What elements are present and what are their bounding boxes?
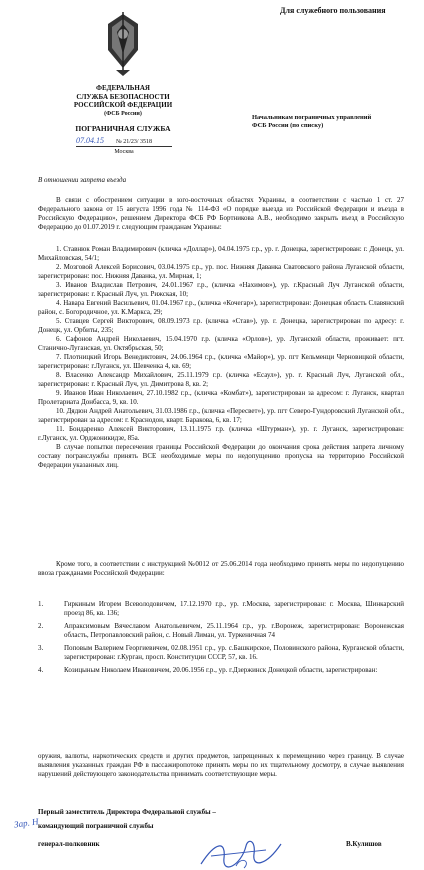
addressee <box>252 114 417 130</box>
subject: В отношении запрета въезда <box>38 176 127 184</box>
instruction-paragraph: Кроме того, в соответствии с инструкцией №0012 от 25.06.2014 года необходимо принять меры по недопущению ввоза гражданами Российской Федерации: <box>38 560 404 577</box>
org-line: ФЕДЕРАЛЬНАЯ <box>95 84 150 92</box>
list-item: 9. Иванов Иван Николаевич, 27.10.1982 г.р., (кличка «Комбат»), зарегистрирован за адресом: г. Луганск, квартал Пролетариата Донбасса, 9, кв. 10. <box>38 389 404 406</box>
list-item: 4. Навара Евгений Васильевич, 01.04.1967 г.р., (кличка «Кочегар»), зарегистрирован: Донецкая область Славянский район, с. Богородичное, ул. К.Маркса, 29; <box>38 299 404 316</box>
signer-position-line1: Первый заместитель Директора Федеральной службы – <box>38 808 216 816</box>
list-number: 2. <box>38 622 44 630</box>
list-text: Козицыным Николаем Ивановичем, 20.06.1956 г.р., ур. г.Дзержинск Донецкой области, зарегистрирован: <box>64 666 378 674</box>
classification-mark: Для служебного пользования <box>280 6 386 15</box>
citizens-list <box>38 600 404 675</box>
list-item: 3. Иванов Владислав Петрович, 24.01.1967 г.р., (кличка «Нахимов»), ур. г.Красный Луч Луганской области, зарегистрирован: г. Красный Луч, ул. Рижская, 10; <box>38 281 404 298</box>
list-item: 2. Мозговой Алексей Борисович, 03.04.1975 г.р., ур. пос. Нижняя Даванка Сватовского района Луганской области, зарегистрирован: пос. Нижняя Даванка, ул. Мирная, 1; <box>38 263 404 280</box>
city: Москва <box>114 149 134 155</box>
org-line: СЛУЖБА БЕЗОПАСНОСТИ <box>76 92 170 101</box>
list-item <box>38 644 404 662</box>
addressee-line: ФСБ России (по списку) <box>252 122 324 129</box>
org-line: (ФСБ России) <box>104 110 142 117</box>
attempt-paragraph: В случае попытки пересечения границы Российской Федерации до окончания срока действия запрета личному составу погранслужбы принять ВСЕ необходимые меры по недопущению пропуска на территорию Российской Федерации указанных лиц. <box>38 443 404 469</box>
list-number: 3. <box>38 644 44 652</box>
list-text: Поповым Валерием Георгиевичем, 02.08.1951 г.р., ур. с.Башкирское, Половинского района, Курганской области, зарегистрирован: г.Курган, просп. Конституции СССР, 57, кв. 16. <box>64 644 404 661</box>
signer-position-line2: командующий пограничной службы <box>38 822 154 830</box>
service-name: ПОГРАНИЧНАЯ СЛУЖБА <box>75 124 171 133</box>
list-item <box>38 666 404 675</box>
persons-list <box>38 245 404 470</box>
signer-name: В.Кулишов <box>346 840 382 848</box>
list-item: 6. Сафонов Андрей Николаевич, 15.04.1970 г.р. (кличка «Орлов»), ур. Луганской области, проживает: пгт. Станично-Луганская, ул. Октябрьская, 50; <box>38 335 404 352</box>
list-item: 11. Бондаренко Алексей Викторович, 13.11.1975 г.р. (кличка «Штурман»), ур. г. Луганск, зарегистрирован: г.Луганск, ул. Орджоникидзе, 85а. <box>38 425 404 442</box>
list-number: 4. <box>38 666 44 674</box>
items-paragraph: оружия, валюты, наркотических средств и других предметов, запрещенных к перемещению через границу. В случае выявления указанных граждан РФ в пассажиропотоке принять меры по их тщательному досмотру, в случае выявления нарушений действующего законодательства принимать соответствующие меры. <box>38 752 404 778</box>
signature-icon <box>196 836 286 870</box>
org-line: РОССИЙСКОЙ ФЕДЕРАЦИИ <box>73 101 173 109</box>
ref-number: № 21/23/ 3518 <box>116 139 153 145</box>
org-header <box>48 84 198 118</box>
list-item: 7. Плотницкий Игорь Венедиктович, 24.06.1964 г.р., (кличка «Майор»), ур. пгт Кельменци Черновицкой области, зарегистрирован: г.Луганск, ул. Шевченка 4, кв. 69; <box>38 353 404 370</box>
list-item: 10. Дядюн Андрей Анатольевич, 31.03.1986 г.р., (кличка «Пересвет»), ур. пгт Северо-Гундоровский Луганской обл., зарегистрирован за адресом: г. Краснодон, кварт. Баракова, 6, кв. 17; <box>38 407 404 424</box>
list-item: 5. Ставцев Сергей Викторович, 08.09.1973 г.р. (кличка «Став»), ур. г. Донецка, зарегистрирован по адресу: г. Донецк, ул. Орбиты, 235; <box>38 317 404 334</box>
list-item: 8. Власенко Александр Михайлович, 25.11.1979 г.р. (кличка «Есаул»), ур. г. Красный Луч, Луганской обл., зарегистрирован: г. Красный Луч, ул. Димитрова 8, кв. 2; <box>38 371 404 388</box>
addressee-line: Начальникам пограничных управлений <box>252 114 372 121</box>
handwritten-note: Зар. Н <box>13 816 40 830</box>
list-item <box>38 600 404 618</box>
date-handwritten: 07.04.15 <box>76 136 104 145</box>
intro-paragraph: В связи с обострением ситуации в юго-восточных областях Украины, в соответствии с частью 1 ст. 27 Федерального закона от 15 августа 1996 года № 114-ФЗ «О порядке выезда из Российской Федерации и въезда в Российскую Федерацию», решением Директора ФСБ РФ Бортникова А.В., необходимо закрыть въезд в Российскую Федерацию до 01.07.2019 г. следующим гражданам Украины: <box>38 196 404 231</box>
list-number: 1. <box>38 600 44 608</box>
list-item <box>38 622 404 640</box>
list-item: 1. Ставнюк Роман Владимирович (кличка «Доллар»), 04.04.1975 г.р., ур. г. Донецка, зарегистрирован: г. Донецк, ул. Михайловская, 54/1; <box>38 245 404 262</box>
fsb-emblem-icon <box>104 10 142 78</box>
list-text: Апраксимовым Вячеславом Анатольевичем, 25.11.1964 г.р., ур. г.Воронеж, зарегистрирован: Воронежская область, Петропавловский район, с. Новый Лиман, ул. Туркеничная 74 <box>64 622 404 639</box>
list-text: Гиркиным Игорем Всеволодовичем, 17.12.1970 г.р., ур. г.Москва, зарегистрирован: г. Москва, Шинкарский проезд 86, кв. 136; <box>64 600 404 617</box>
signer-rank: генерал-полковник <box>38 840 100 848</box>
ref-line <box>76 136 176 148</box>
